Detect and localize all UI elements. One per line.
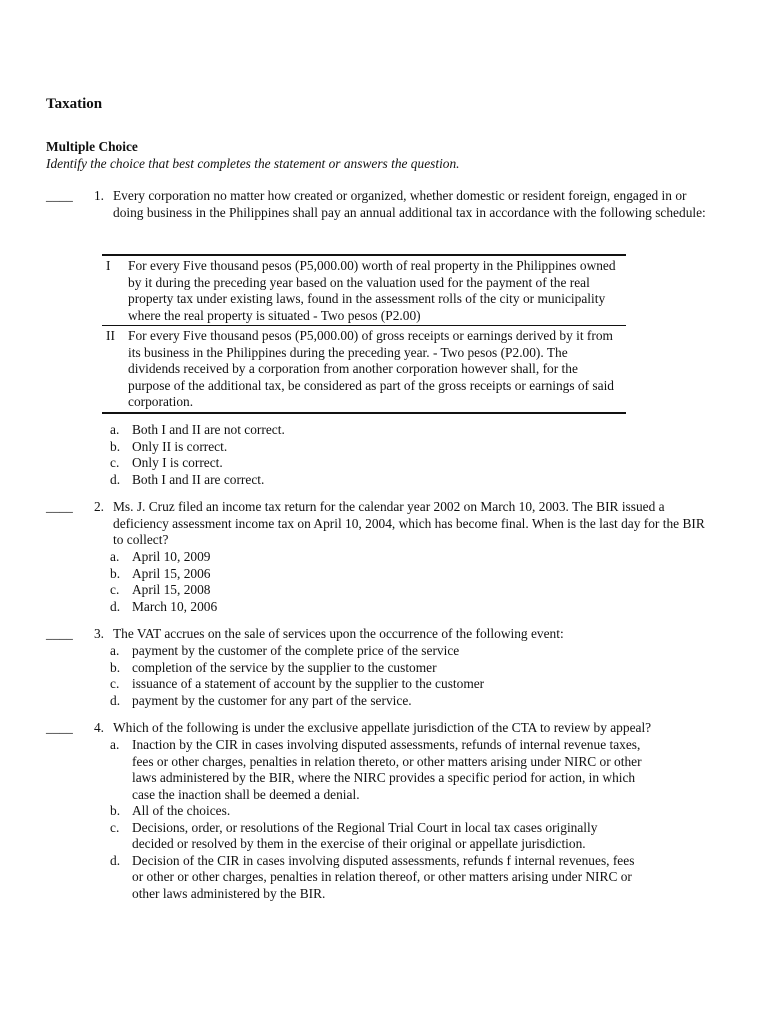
answer-blank: ____ (46, 720, 73, 735)
choice-letter: b. (110, 438, 121, 454)
choice-d[interactable] (0, 472, 768, 489)
choice-b[interactable] (0, 566, 768, 583)
choice-c[interactable] (0, 582, 768, 599)
choice-text: Both I and II are correct. (132, 471, 265, 487)
question-number: 1. (93, 188, 104, 203)
question-number: 4. (93, 720, 104, 735)
choice-a[interactable] (0, 549, 768, 566)
choice-text: Only II is correct. (132, 438, 228, 454)
choice-b[interactable] (0, 803, 768, 820)
choice-letter: d. (110, 692, 121, 708)
question-4-choices (0, 737, 768, 902)
question-1-choices (0, 422, 768, 488)
choice-letter: a. (110, 737, 120, 752)
choice-letter: b. (110, 659, 121, 675)
choice-text: April 10, 2009 (132, 549, 211, 564)
choice-text: Decisions, order, or resolutions of the Regional Trial Court in local tax cases originally decided or resolved by them in the exercise of their original or appellate jurisdiction. (132, 819, 598, 851)
section-heading: Multiple Choice (46, 139, 138, 154)
choice-letter: a. (110, 643, 120, 658)
choice-letter: a. (110, 422, 120, 437)
choice-letter: d. (110, 598, 121, 614)
choice-letter: b. (110, 565, 121, 581)
choice-text: completion of the service by the supplier to the customer (132, 659, 437, 675)
answer-blank: ____ (46, 188, 73, 203)
choice-text: April 15, 2008 (132, 582, 211, 597)
choice-letter: d. (110, 852, 121, 868)
choice-c[interactable] (0, 676, 768, 693)
choice-b[interactable] (0, 660, 768, 677)
question-text: Which of the following is under the exclusive appellate jurisdiction of the CTA to review by appeal? (113, 720, 652, 735)
choice-text: Only I is correct. (132, 455, 223, 470)
statement-text: For every Five thousand pesos (P5,000.00) worth of real property in the Philippines owned by it during the preceding year based on the valuation used for the payment of the real property tax under existing laws, found in the assessment rolls of the city or municipality where the real property is situated - Two pesos (P2.00) (128, 258, 616, 323)
choice-letter: c. (110, 582, 120, 597)
choice-a[interactable] (0, 643, 768, 660)
answer-blank: ____ (46, 626, 73, 641)
choice-d[interactable] (0, 853, 768, 903)
choice-c[interactable] (0, 455, 768, 472)
choice-text: Inaction by the CIR in cases involving disputed assessments, refunds of internal revenue taxes, fees or other charges, penalties in relation thereto, or other matters arising under NIRC or other laws administered by the BIR, where the NIRC provides a specific period for action, in which case the inaction shall be deemed a denial. (132, 737, 642, 802)
choice-d[interactable] (0, 693, 768, 710)
choice-letter: c. (110, 819, 120, 835)
question-3-choices (0, 643, 768, 709)
choice-text: Decision of the CIR in cases involving disputed assessments, refunds f internal revenues, fees or other or other charges, penalties in relation thereof, or other matters arising under NIRC or other laws administered by the BIR. (132, 852, 635, 901)
choice-letter: c. (110, 455, 120, 470)
choice-b[interactable] (0, 439, 768, 456)
statement-row-1 (102, 256, 626, 325)
statement-table (102, 254, 626, 414)
statement-row-2 (102, 325, 626, 412)
choice-text: Both I and II are not correct. (132, 422, 285, 437)
choice-letter: a. (110, 549, 120, 564)
choice-text: issuance of a statement of account by the supplier to the customer (132, 676, 485, 691)
statement-roman: II (106, 328, 115, 343)
choice-a[interactable] (0, 422, 768, 439)
statement-roman: I (106, 258, 111, 273)
choice-text: All of the choices. (132, 803, 231, 818)
answer-blank: ____ (46, 499, 73, 514)
question-number: 2. (93, 499, 104, 514)
question-text: The VAT accrues on the sale of services upon the occurrence of the following event: (113, 626, 564, 641)
choice-text: March 10, 2006 (132, 598, 218, 614)
choice-d[interactable] (0, 599, 768, 616)
question-number: 3. (93, 626, 104, 641)
document-title: Taxation (46, 96, 103, 112)
choice-c[interactable] (0, 820, 768, 853)
question-text: Every corporation no matter how created or organized, whether domestic or resident foreign, engaged in or doing business in the Philippines shall pay an annual additional tax in accordance with the following schedule: (113, 188, 706, 220)
choice-letter: b. (110, 803, 121, 818)
choice-letter: c. (110, 676, 120, 691)
choice-text: payment by the customer for any part of the service. (132, 692, 412, 708)
choice-a[interactable] (0, 737, 768, 803)
question-text: Ms. J. Cruz filed an income tax return for the calendar year 2002 on March 10, 2003. The BIR issued a deficiency assessment income tax on April 10, 2004, which has become final. When is the last day for the BIR to collect? (113, 499, 705, 547)
choice-text: April 15, 2006 (132, 565, 211, 581)
question-2-choices (0, 549, 768, 615)
section-instructions: Identify the choice that best completes the statement or answers the question. (46, 156, 460, 171)
statement-text: For every Five thousand pesos (P5,000.00) of gross receipts or earnings derived by it from its business in the Philippines during the preceding year. - Two pesos (P2.00). The dividends received by a corporation from another corporation however shall, for the purpose of the additional tax, be considered as part of the gross receipts or earnings of said corporation. (128, 328, 615, 409)
choice-text: payment by the customer of the complete price of the service (132, 643, 460, 658)
choice-letter: d. (110, 471, 121, 487)
